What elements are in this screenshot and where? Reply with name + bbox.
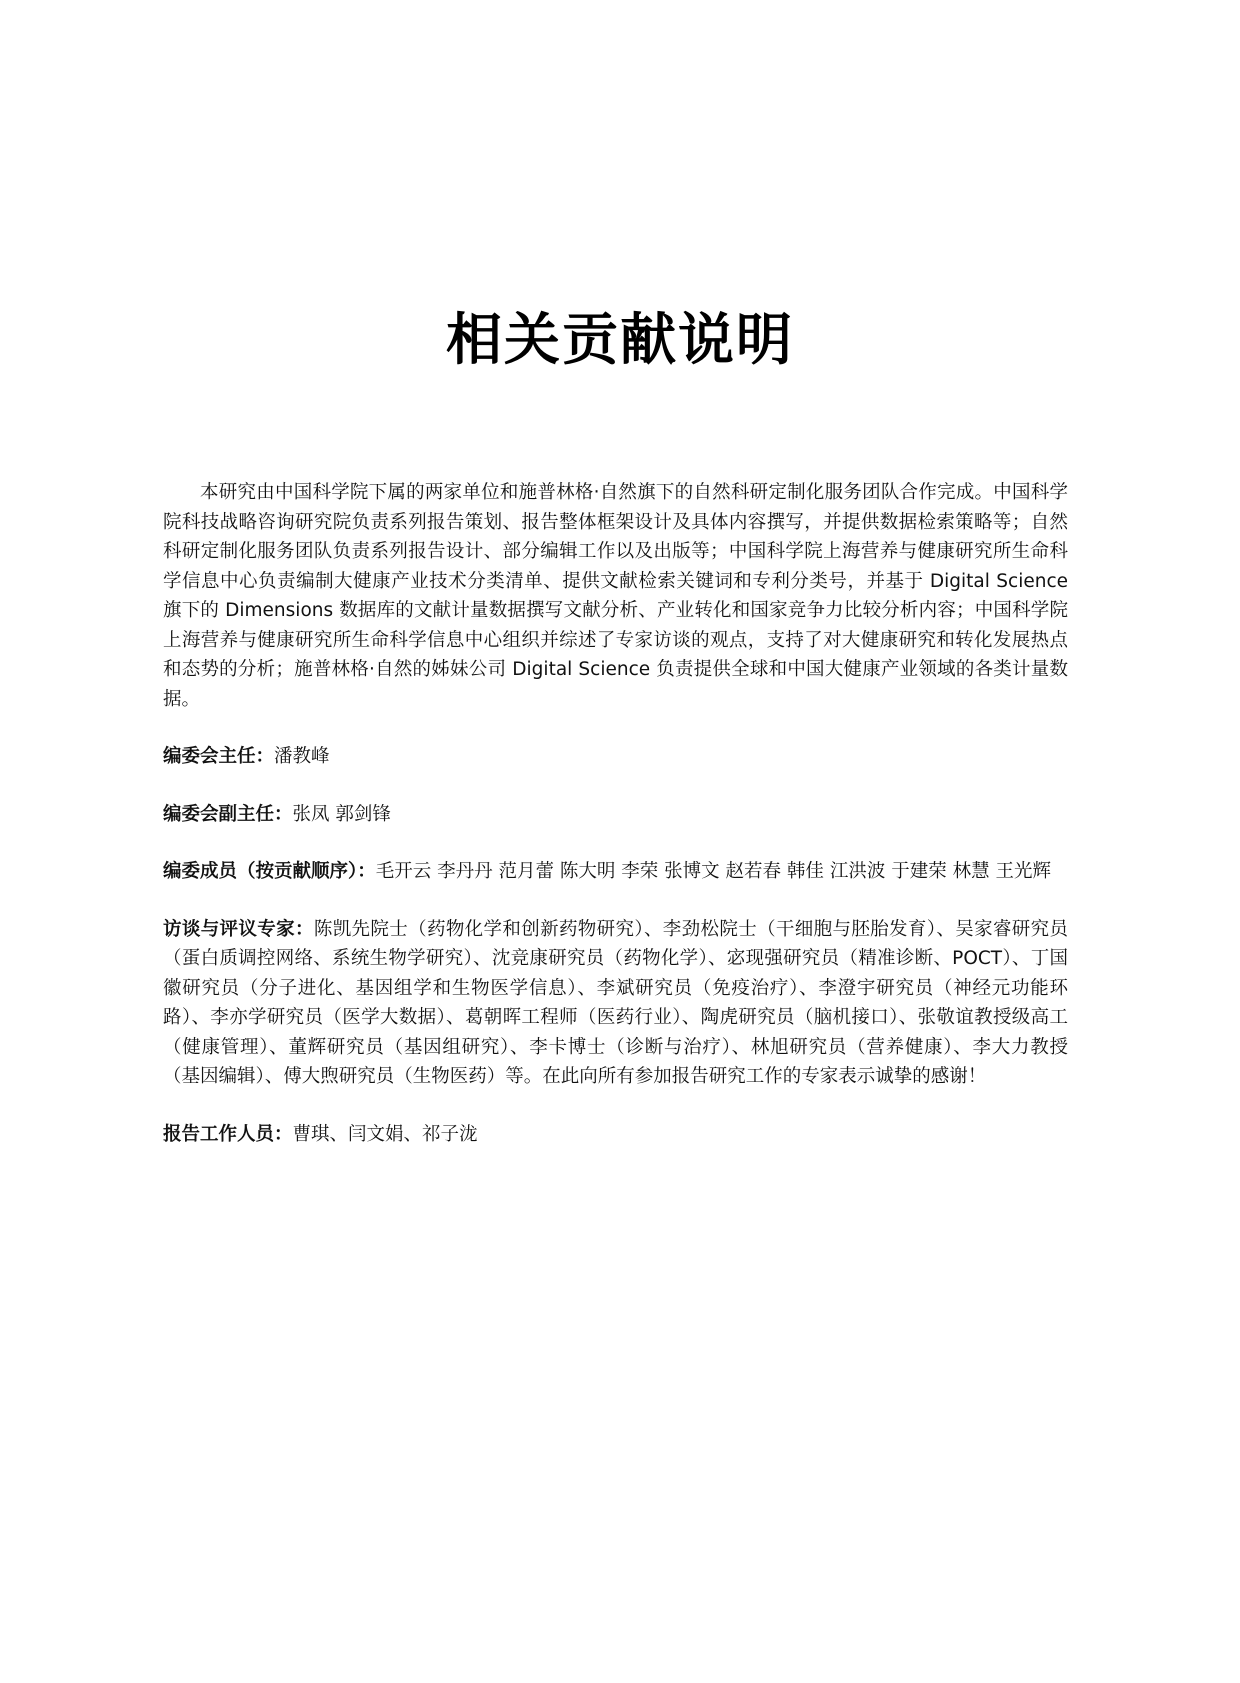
- editorial-director: [163, 742, 1068, 772]
- editorial-deputy: [163, 800, 1068, 830]
- editorial-deputy-label: 编委会副主任：: [163, 803, 293, 825]
- editorial-director-value: 潘教峰: [274, 746, 330, 767]
- intro-paragraph: 本研究由中国科学院下属的两家单位和施普林格·自然旗下的自然科研定制化服务团队合作完成。中国科学院科技战略咨询研究院负责系列报告策划、报告整体框架设计及具体内容撰写，并提供数据检索策略等；自然科研定制化服务团队负责系列报告设计、部分编辑工作以及出版等；中国科学院上海营养与健康研究所生命科学信息中心负责编制大健康产业技术分类清单、提供文献检索关键词和专利分类号，并基于 Digital Science 旗下的 Dimensions 数据库的文献计量数据撰写文献分析、产业转化和国家竞争力比较分析内容；中国科学院上海营养与健康研究所生命科学信息中心组织并综述了专家访谈的观点，支持了对大健康研究和转化发展热点和态势的分析；施普林格·自然的姊妹公司 Digital Science 负责提供全球和中国大健康产业领域的各类计量数据。: [163, 482, 1068, 710]
- document-body: [163, 478, 1068, 1149]
- report-staff: [163, 1120, 1068, 1150]
- editorial-members-value: 毛开云 李丹丹 范月蕾 陈大明 李荣 张博文 赵若春 韩佳 江洪波 于建荣 林慧 王光辉: [375, 861, 1051, 882]
- experts: [163, 915, 1068, 1092]
- experts-value: 陈凯先院士（药物化学和创新药物研究）、李劲松院士（干细胞与胚胎发育）、吴家睿研究员（蛋白质调控网络、系统生物学研究）、沈竞康研究员（药物化学）、宓现强研究员（精准诊断、POCT）、丁国徽研究员（分子进化、基因组学和生物医学信息）、李斌研究员（免疫治疗）、李澄宇研究员（神经元功能环路）、李亦学研究员（医学大数据）、葛朝晖工程师（医药行业）、陶虎研究员（脑机接口）、张敬谊教授级高工（健康管理）、董辉研究员（基因组研究）、李卡博士（诊断与治疗）、林旭研究员（营养健康）、李大力教授（基因编辑）、傅大煦研究员（生物医药）等。在此向所有参加报告研究工作的专家表示诚挚的感谢！: [163, 918, 1068, 1087]
- report-staff-value: 曹琪、闫文娟、祁子泷: [292, 1123, 478, 1145]
- editorial-members: [163, 857, 1068, 887]
- editorial-members-label: 编委成员（按贡献顺序）：: [163, 861, 376, 882]
- experts-label: 访谈与评议专家：: [163, 918, 314, 940]
- editorial-deputy-value: 张凤 郭剑锋: [292, 803, 391, 825]
- page-title: 相关贡献说明: [446, 307, 794, 373]
- editorial-director-label: 编委会主任：: [163, 746, 275, 767]
- report-staff-label: 报告工作人员：: [163, 1123, 293, 1145]
